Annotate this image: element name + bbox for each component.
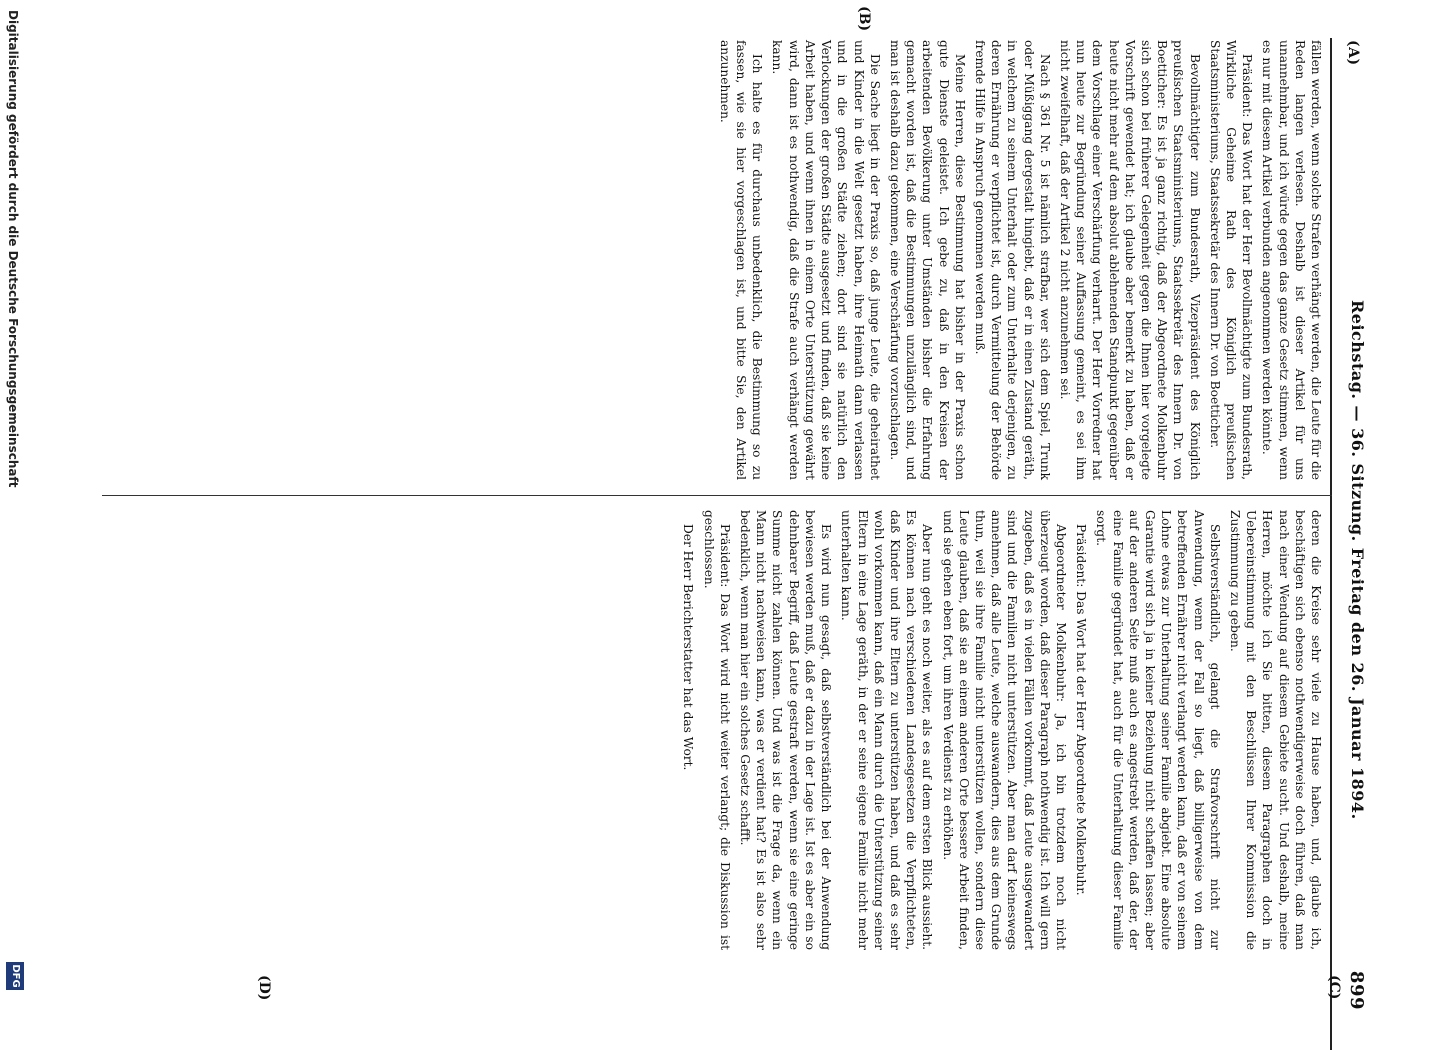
paragraph: Präsident: Das Wort wird nicht weiter verlangt; die Diskussion ist geschlossen. xyxy=(701,510,732,950)
header-rule xyxy=(1330,38,1332,1050)
column-divider xyxy=(102,495,1332,496)
paragraph: Es wird nun gesagt, daß selbstverständlich bei der Anwendung bewiesen werden muß, daß er dazu in der Lage ist. Ist es aber ein so dehnbarer Begriff, daß Leute gestraft werden, wenn sie eine geringe Summe nicht zahlen können. Und was ist die Frage da, wenn ein Mann nicht nachweisen kann, was er verdient hat? Es ist also sehr bedenklich, wenn man hier ein solches Gesetz schafft. xyxy=(738,510,834,950)
paragraph: Präsident: Das Wort hat der Herr Bevollmächtigte zum Bundesrath, Wirkliche Geheime Rath des Königlich preußischen Staatsministeriums, Staatssekretär des Innern Dr. von Boetticher. xyxy=(1207,40,1255,480)
paragraph: Nach § 361 Nr. 5 ist nämlich strafbar, wer sich dem Spiel, Trunk oder Müßiggang dergestalt hingiebt, daß er in einen Zustand geräth, in welchem zu seinem Unterhalt oder zum Unterhalte derjenigen, zu deren Ernährung er verpflichtet ist, durch Vermittelung der Behörde fremde Hilfe in Anspruch genommen werden muß. xyxy=(972,40,1052,480)
page-number: 899 xyxy=(1346,970,1367,1010)
paragraph: Der Herr Berichterstatter hat das Wort. xyxy=(681,524,696,771)
column-marker-c: (C) xyxy=(1326,975,1342,1000)
column-marker-b: (B) xyxy=(856,6,872,32)
paragraph: Präsident: Das Wort hat der Herr Abgeordnete Molkenbuhr. xyxy=(1074,524,1089,896)
paragraph: Die Sache liegt in der Praxis so, daß junge Leute, die geheirathet und Kinder in die Welt gesetzt haben, ihre Heimath dann verlassen und in die großen Städte ziehen; dort sind sie natürlich den Verlockungen der großen Städte ausgesetzt und finden, daß sie keine Arbeit haben, und wenn ihnen in einem Orte Unterstützung gewährt wird, dann ist es nothwendig, daß die Strafe auch verhängt werden kann. xyxy=(770,40,882,480)
paragraph: Selbstverständlich, gelangt die Strafvorschrift nicht zur Anwendung, wenn der Fall so liegt, daß billigerweise von dem betreffenden Ernährer nicht verlangt werden kann, daß er von seinem Lohne etwas zur Unterhaltung seiner Familie abgiebt. Eine absolute Garantie wird sich ja in keiner Beziehung nicht schaffen lassen; aber auf der anderen Seite muß auch es angestrebt werden, daß der, der eine Familie gegründet hat, auch für die Unterhaltung dieser Familie sorgt. xyxy=(1094,510,1222,950)
dfg-logo: DFG xyxy=(6,962,24,990)
column-marker-a: (A) xyxy=(1345,40,1361,66)
paragraph: Aber nun geht es noch weiter, als es auf dem ersten Blick aussieht. Es können nach verschiedenen Landesgesetzen die Verpflichteten, daß Kinder und ihre Eltern zu unterstützen haben, und daß es sehr wohl vorkommen kann, daß ein Mann durch die Unterstützung seiner Eltern in eine Lage geräth, in der er seine eigene Familie nicht mehr unterhalten kann. xyxy=(839,510,935,950)
digitization-credit xyxy=(0,0,24,1000)
right-column xyxy=(676,510,1324,950)
paragraph: Bevollmächtigter zum Bundesrath, Vizepräsident des Königlich preußischen Staatsministeriums, Staatssekretär des Innern Dr. von Boetticher: Es ist ja ganz richtig, daß der Abgeordnete Molkenbuhr sich schon bei früherer Gelegenheit gegen die Ihnen hier vorgelegte Vorschrift gewendet hat; ich glaube aber bemerkt zu haben, daß er heute nicht mehr auf dem absolut ablehnenden Standpunkt gegenüber dem Vorschlage einer Verschärfung verharrt. Der Herr Vorredner hat nun heute zur Begründung seiner Auffassung gemeint, es sei ihm nicht zweifelhaft, daß der Artikel 2 nicht anzunehmen sei. xyxy=(1057,40,1202,480)
page-header xyxy=(1337,40,1367,1050)
paragraph: Ich halte es für durchaus unbedenklich, die Bestimmung so zu fassen, wie sie hier vorgeschlagen ist, und bitte Sie, den Artikel anzunehmen. xyxy=(717,40,765,480)
running-title: Reichstag. — 36. Sitzung. Freitag den 26. Januar 1894. xyxy=(1348,300,1367,820)
paragraph: deren die Kreise sehr viele zu Hause haben, und, glaube ich, beschäftigen sich ebenso nothwendigerweise doch führen, daß man nach einer Wendung auf diesem Gebiete sucht. Und deshalb, meine Herren, möchte ich Sie bitten, diesem Paragraphen doch in Uebereinstimmung mit den Beschlüssen Ihrer Kommission die Zustimmung zu geben. xyxy=(1227,510,1323,950)
paragraph: fällen werden, wenn solche Strafen verhängt werden, die Leute für die Reden langen verlesen. Deshalb ist dieser Artikel für uns unannehmbar, und ich würde gegen das ganze Gesetz stimmen, wenn es nur mit diesem Artikel verbunden angenommen werden könnte. xyxy=(1260,40,1323,480)
paragraph: Meine Herren, diese Bestimmung hat bisher in der Praxis schon gute Dienste geleistet. Ich gebe zu, daß in den Kreisen der arbeitenden Bevölkerung unter Umständen bisher die Erfahrung gemacht worden ist, daß die Bestimmungen unzulänglich sind, und man ist deshalb dazu gekommen, eine Verschärfung vorzuschlagen. xyxy=(887,40,967,480)
column-marker-d: (D) xyxy=(256,975,272,1001)
credit-text: Digitalisierung gefördert durch die Deutsche Forschungsgemeinschaft xyxy=(6,10,20,488)
paragraph: Abgeordneter Molkenbuhr: Ja, ich bin trotzdem noch nicht überzeugt worden, daß dieser Paragraph nothwendig ist. Ich will gern zugeben, daß es in vielen Fällen vorkommt, daß Leute ausgewandert sind und die Familien nicht unterstützen. Aber man darf keineswegs annehmen, daß alle Leute, welche auswandern, dies aus dem Grunde thun, weil sie ihre Familie nicht unterstützen wollen, sondern diese Leute glauben, daß sie an einem anderen Orte bessere Arbeit finden, und sie gehen eben fort, um ihren Verdienst zu erhöhen. xyxy=(940,510,1068,950)
left-column xyxy=(713,40,1324,480)
